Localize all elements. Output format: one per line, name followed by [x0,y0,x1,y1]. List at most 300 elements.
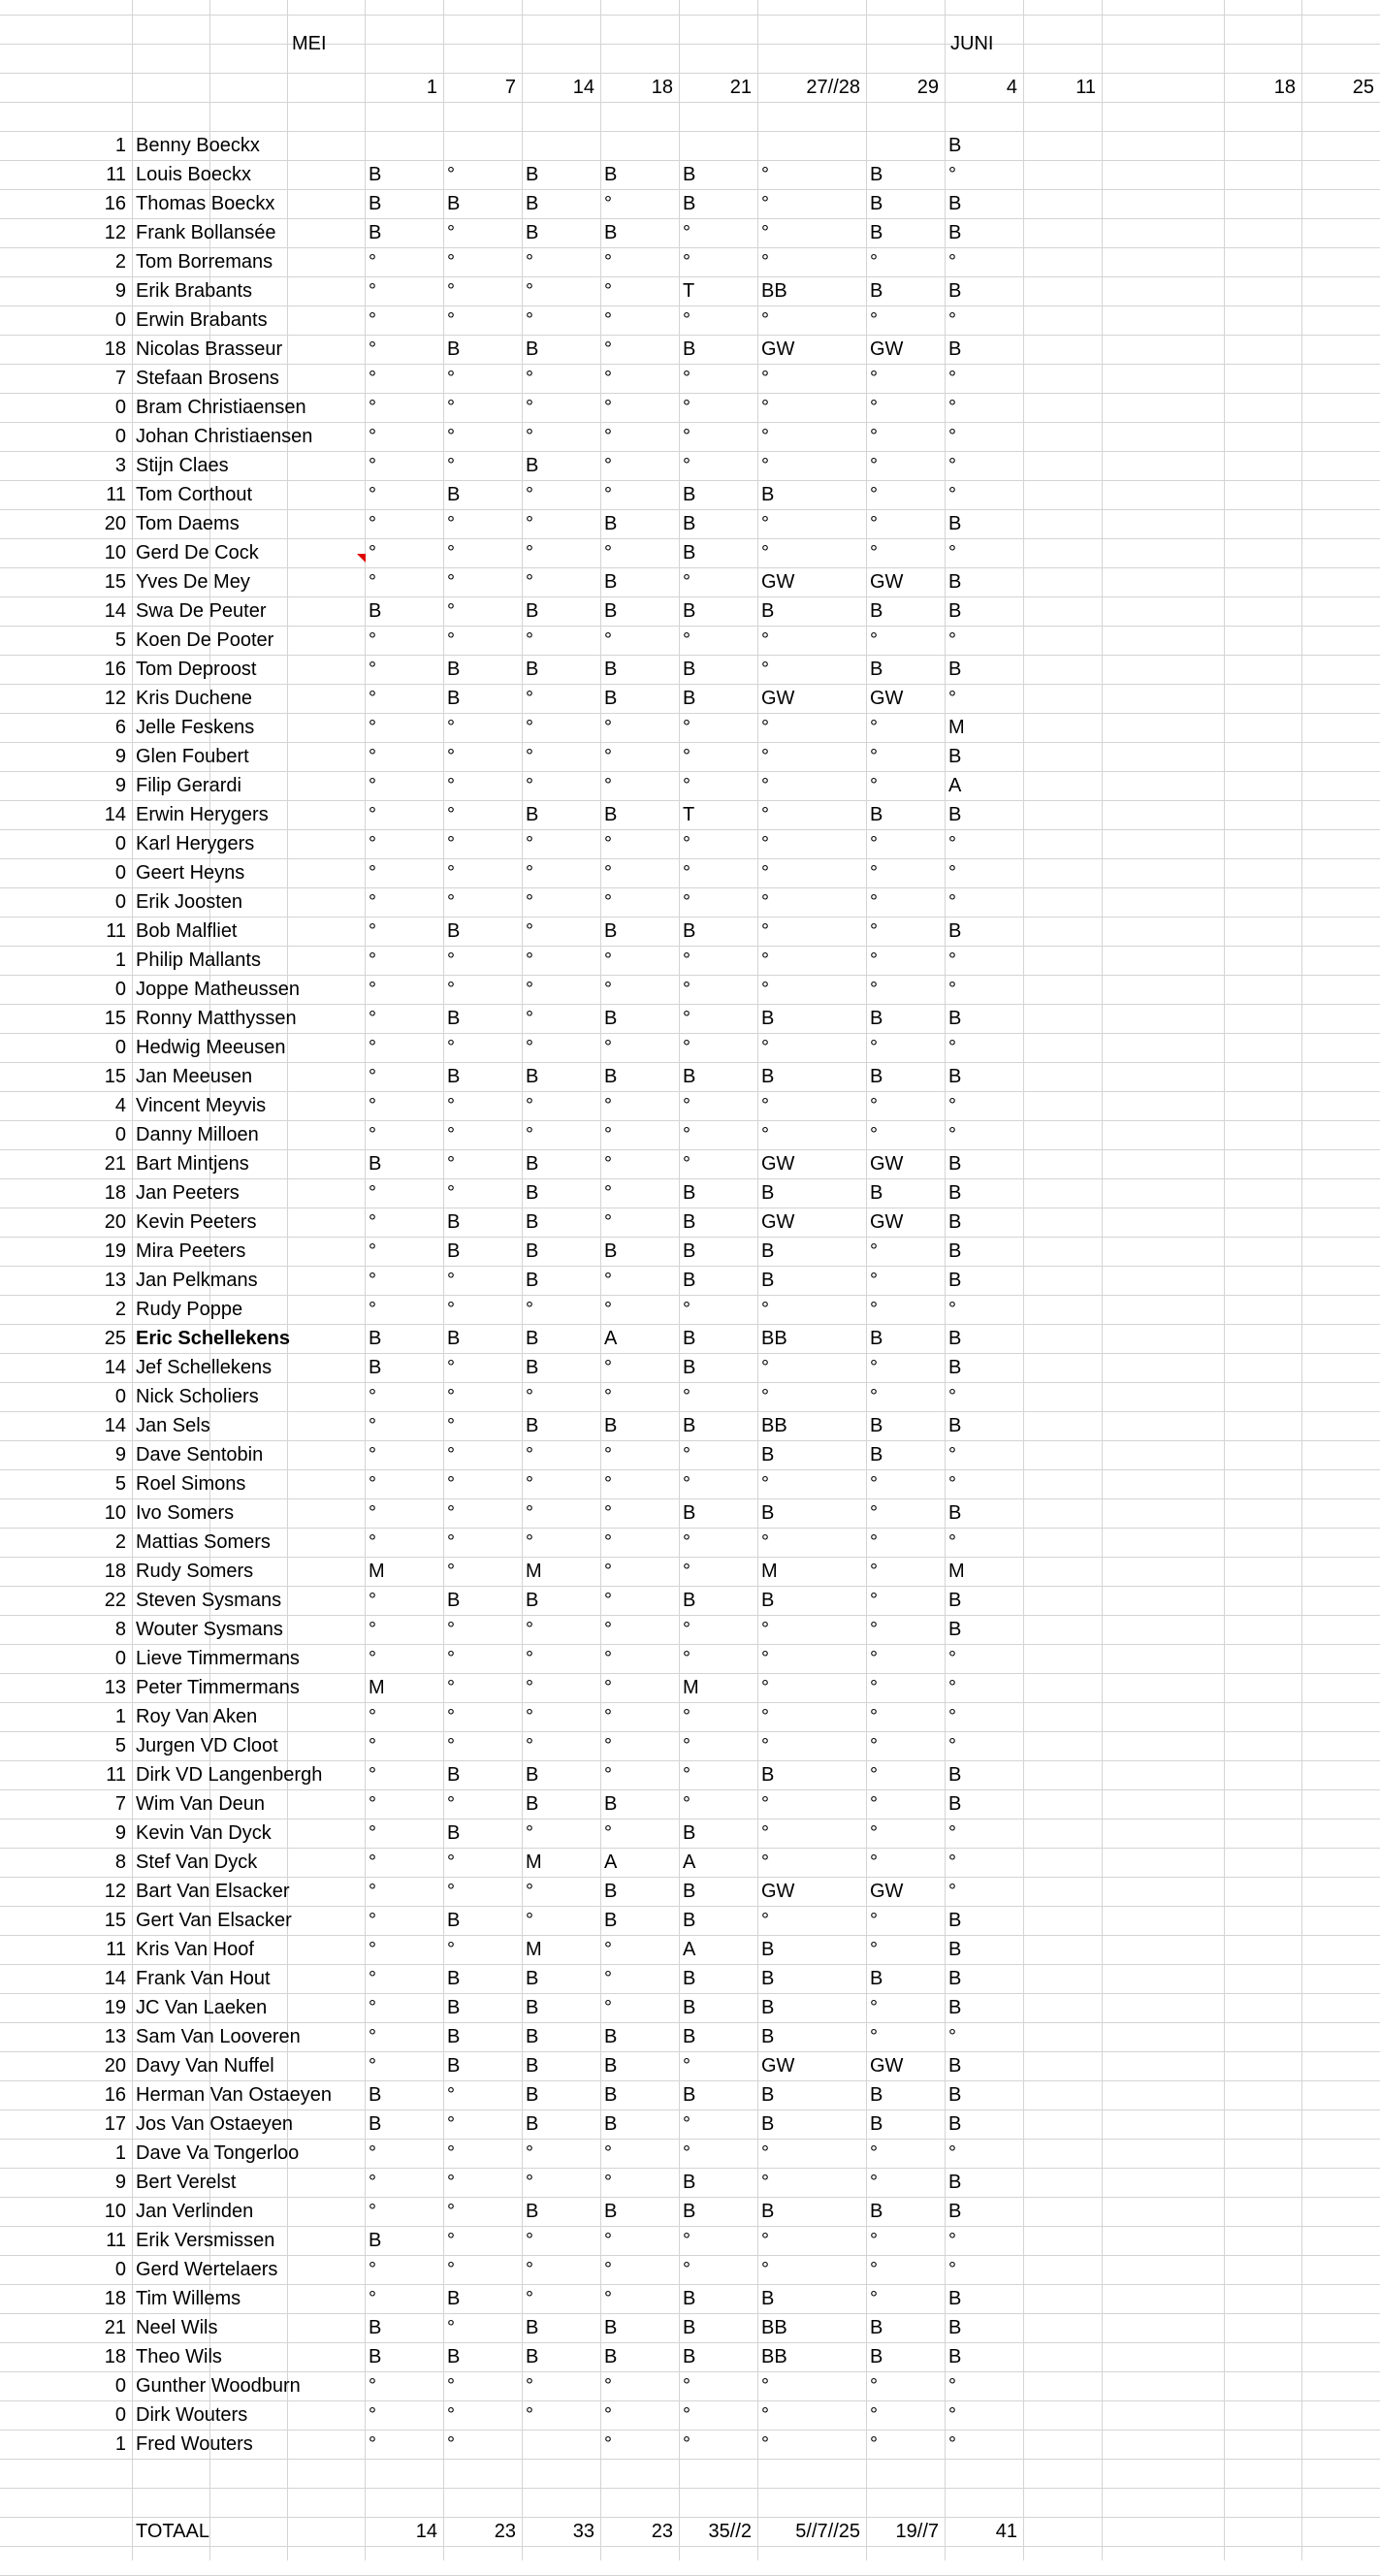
attendance-count-cell[interactable]: 12 [104,1881,126,1902]
attendance-count-cell[interactable]: 18 [104,2346,126,2367]
totals-label[interactable]: TOTAAL [136,2521,209,2542]
attendance-mark-cell[interactable]: ° [447,1299,455,1320]
attendance-mark-cell[interactable]: ° [447,717,455,738]
attendance-mark-cell[interactable]: ° [369,1037,376,1058]
attendance-mark-cell[interactable]: ° [870,862,878,884]
attendance-mark-cell[interactable]: ° [870,1677,878,1698]
attendance-mark-cell[interactable]: B [948,1357,962,1378]
player-name-cell[interactable]: Jan Pelkmans [136,1270,258,1291]
attendance-mark-cell[interactable]: ° [526,1677,533,1698]
attendance-mark-cell[interactable]: ° [683,2259,690,2280]
attendance-mark-cell[interactable]: ° [683,571,690,593]
attendance-mark-cell[interactable]: ° [761,1386,769,1407]
attendance-mark-cell[interactable]: M [369,1561,385,1582]
attendance-mark-cell[interactable]: ° [447,2113,455,2135]
attendance-mark-cell[interactable]: ° [683,1531,690,1553]
attendance-mark-cell[interactable]: B [526,1270,539,1291]
attendance-mark-cell[interactable]: ° [761,193,769,214]
attendance-mark-cell[interactable]: ° [761,891,769,913]
player-name-cell[interactable]: Mira Peeters [136,1240,246,1262]
attendance-mark-cell[interactable]: ° [948,1095,956,1116]
attendance-mark-cell[interactable]: B [447,2026,461,2047]
attendance-mark-cell[interactable]: ° [604,368,612,389]
attendance-mark-cell[interactable]: ° [604,1386,612,1407]
attendance-mark-cell[interactable]: B [604,659,618,680]
attendance-mark-cell[interactable]: B [870,1444,883,1465]
attendance-count-cell[interactable]: 9 [114,1822,126,1844]
player-name-cell[interactable]: Tim Willems [136,2288,241,2309]
attendance-mark-cell[interactable]: ° [604,484,612,505]
player-name-cell[interactable]: Kevin Van Dyck [136,1822,272,1844]
attendance-mark-cell[interactable]: GW [761,2055,795,2077]
attendance-mark-cell[interactable]: ° [761,2172,769,2193]
attendance-mark-cell[interactable]: ° [604,862,612,884]
attendance-mark-cell[interactable]: ° [948,164,956,185]
attendance-mark-cell[interactable]: ° [526,2404,533,2426]
attendance-mark-cell[interactable]: B [604,688,618,709]
attendance-count-cell[interactable]: 17 [104,2113,126,2135]
attendance-mark-cell[interactable]: ° [870,1531,878,1553]
attendance-mark-cell[interactable]: ° [604,979,612,1000]
attendance-mark-cell[interactable]: B [683,1328,696,1349]
attendance-mark-cell[interactable]: ° [526,891,533,913]
attendance-mark-cell[interactable]: ° [447,2404,455,2426]
attendance-mark-cell[interactable]: B [526,2084,539,2106]
attendance-mark-cell[interactable]: ° [447,309,455,331]
attendance-mark-cell[interactable]: ° [604,1357,612,1378]
attendance-mark-cell[interactable]: ° [683,222,690,243]
attendance-mark-cell[interactable]: ° [369,1764,376,1786]
player-name-cell[interactable]: Bart Mintjens [136,1153,249,1175]
attendance-mark-cell[interactable]: ° [369,629,376,651]
attendance-mark-cell[interactable]: B [870,2201,883,2222]
date-header-cell[interactable]: 29 [916,77,939,98]
attendance-mark-cell[interactable]: B [761,2201,775,2222]
attendance-mark-cell[interactable]: ° [683,2055,690,2077]
attendance-mark-cell[interactable]: ° [870,1764,878,1786]
attendance-mark-cell[interactable]: ° [447,2230,455,2251]
attendance-mark-cell[interactable]: M [369,1677,385,1698]
attendance-mark-cell[interactable]: ° [526,1299,533,1320]
attendance-mark-cell[interactable]: ° [369,1240,376,1262]
attendance-mark-cell[interactable]: B [948,804,962,825]
attendance-mark-cell[interactable]: ° [683,1561,690,1582]
attendance-mark-cell[interactable]: B [761,1008,775,1029]
attendance-mark-cell[interactable]: ° [948,397,956,418]
attendance-mark-cell[interactable]: ° [604,1095,612,1116]
attendance-count-cell[interactable]: 2 [114,1531,126,1553]
attendance-mark-cell[interactable]: B [683,600,696,622]
attendance-mark-cell[interactable]: B [526,600,539,622]
attendance-mark-cell[interactable]: ° [526,2172,533,2193]
attendance-count-cell[interactable]: 2 [114,251,126,273]
attendance-mark-cell[interactable]: ° [683,2142,690,2164]
attendance-mark-cell[interactable]: ° [604,338,612,360]
attendance-mark-cell[interactable]: B [761,1182,775,1204]
attendance-mark-cell[interactable]: ° [369,455,376,476]
attendance-count-cell[interactable]: 11 [106,2230,126,2251]
attendance-mark-cell[interactable]: B [447,1764,461,1786]
attendance-mark-cell[interactable]: ° [761,1299,769,1320]
attendance-mark-cell[interactable]: B [526,1357,539,1378]
attendance-mark-cell[interactable]: ° [526,950,533,971]
attendance-mark-cell[interactable]: ° [526,1502,533,1524]
attendance-count-cell[interactable]: 1 [114,1706,126,1727]
attendance-mark-cell[interactable]: ° [447,1037,455,1058]
attendance-mark-cell[interactable]: ° [604,2375,612,2397]
attendance-mark-cell[interactable]: ° [369,1590,376,1611]
attendance-mark-cell[interactable]: ° [761,833,769,854]
player-name-cell[interactable]: Fred Wouters [136,2433,253,2455]
player-name-cell[interactable]: Steven Sysmans [136,1590,282,1611]
player-name-cell[interactable]: Wouter Sysmans [136,1619,283,1640]
attendance-mark-cell[interactable]: ° [948,1881,956,1902]
attendance-mark-cell[interactable]: B [683,1502,696,1524]
attendance-mark-cell[interactable]: ° [870,1706,878,1727]
attendance-mark-cell[interactable]: ° [447,280,455,302]
attendance-mark-cell[interactable]: B [447,484,461,505]
attendance-mark-cell[interactable]: B [870,600,883,622]
attendance-mark-cell[interactable]: ° [870,1386,878,1407]
attendance-mark-cell[interactable]: B [683,1066,696,1087]
player-name-cell[interactable]: Ivo Somers [136,1502,235,1524]
attendance-mark-cell[interactable]: ° [369,1619,376,1640]
totals-value-cell[interactable]: 41 [995,2521,1017,2542]
attendance-mark-cell[interactable]: ° [447,775,455,796]
attendance-mark-cell[interactable]: ° [447,1473,455,1495]
attendance-mark-cell[interactable]: ° [683,1619,690,1640]
attendance-count-cell[interactable]: 0 [114,2404,126,2426]
attendance-mark-cell[interactable]: B [369,222,382,243]
attendance-mark-cell[interactable]: B [526,1240,539,1262]
attendance-mark-cell[interactable]: ° [447,746,455,767]
attendance-mark-cell[interactable]: GW [761,688,795,709]
attendance-mark-cell[interactable]: ° [369,775,376,796]
attendance-mark-cell[interactable]: GW [761,571,795,593]
attendance-mark-cell[interactable]: B [526,1590,539,1611]
attendance-mark-cell[interactable]: B [447,1008,461,1029]
attendance-count-cell[interactable]: 4 [114,1095,126,1116]
attendance-mark-cell[interactable]: ° [369,338,376,360]
totals-value-cell[interactable]: 33 [572,2521,594,2542]
attendance-mark-cell[interactable]: ° [369,484,376,505]
attendance-mark-cell[interactable]: ° [683,1444,690,1465]
attendance-mark-cell[interactable]: ° [870,1852,878,1873]
attendance-mark-cell[interactable]: ° [761,164,769,185]
attendance-mark-cell[interactable]: ° [761,455,769,476]
attendance-mark-cell[interactable]: ° [604,193,612,214]
attendance-mark-cell[interactable]: ° [526,1910,533,1931]
attendance-mark-cell[interactable]: B [604,1415,618,1436]
attendance-mark-cell[interactable]: B [761,2084,775,2106]
player-name-cell[interactable]: Herman Van Ostaeyen [136,2084,332,2106]
attendance-mark-cell[interactable]: ° [526,979,533,1000]
attendance-mark-cell[interactable]: ° [683,775,690,796]
attendance-mark-cell[interactable]: ° [369,1910,376,1931]
player-name-cell[interactable]: Nicolas Brasseur [136,338,283,360]
attendance-mark-cell[interactable]: GW [870,1153,904,1175]
player-name-cell[interactable]: Dave Va Tongerloo [136,2142,300,2164]
attendance-mark-cell[interactable]: ° [369,2172,376,2193]
attendance-count-cell[interactable]: 10 [104,2201,126,2222]
attendance-mark-cell[interactable]: ° [761,2142,769,2164]
attendance-mark-cell[interactable]: ° [369,1386,376,1407]
attendance-mark-cell[interactable]: ° [526,688,533,709]
attendance-mark-cell[interactable]: ° [948,1444,956,1465]
attendance-mark-cell[interactable]: ° [948,484,956,505]
attendance-mark-cell[interactable]: B [604,222,618,243]
attendance-mark-cell[interactable]: ° [369,1008,376,1029]
attendance-mark-cell[interactable]: ° [604,629,612,651]
attendance-mark-cell[interactable]: ° [870,1095,878,1116]
player-name-cell[interactable]: Dirk Wouters [136,2404,248,2426]
player-name-cell[interactable]: Koen De Pooter [136,629,274,651]
attendance-mark-cell[interactable]: ° [369,1852,376,1873]
attendance-mark-cell[interactable]: ° [369,542,376,564]
attendance-mark-cell[interactable]: ° [948,950,956,971]
attendance-mark-cell[interactable]: ° [870,891,878,913]
attendance-mark-cell[interactable]: ° [761,309,769,331]
attendance-count-cell[interactable]: 0 [114,979,126,1000]
attendance-mark-cell[interactable]: ° [948,2230,956,2251]
attendance-mark-cell[interactable]: ° [447,222,455,243]
attendance-count-cell[interactable]: 15 [104,1008,126,1029]
attendance-mark-cell[interactable]: ° [761,426,769,447]
attendance-mark-cell[interactable]: ° [526,397,533,418]
attendance-mark-cell[interactable]: ° [870,2433,878,2455]
attendance-mark-cell[interactable]: B [761,1240,775,1262]
attendance-mark-cell[interactable]: B [369,600,382,622]
attendance-mark-cell[interactable]: B [604,1910,618,1931]
attendance-mark-cell[interactable]: ° [761,1124,769,1145]
attendance-mark-cell[interactable] [600,131,679,160]
player-name-cell[interactable]: Tom Corthout [136,484,253,505]
attendance-mark-cell[interactable]: ° [604,2142,612,2164]
attendance-mark-cell[interactable]: ° [870,1561,878,1582]
attendance-mark-cell[interactable]: B [526,1997,539,2018]
attendance-mark-cell[interactable]: ° [761,920,769,942]
attendance-count-cell[interactable]: 18 [104,1561,126,1582]
date-header-cell[interactable]: 14 [572,77,594,98]
attendance-mark-cell[interactable]: ° [761,1037,769,1058]
attendance-mark-cell[interactable]: M [526,1561,542,1582]
attendance-mark-cell[interactable]: ° [447,1677,455,1698]
attendance-mark-cell[interactable]: B [369,2084,382,2106]
attendance-mark-cell[interactable]: ° [761,2404,769,2426]
attendance-count-cell[interactable]: 18 [104,1182,126,1204]
attendance-mark-cell[interactable]: B [683,542,696,564]
attendance-mark-cell[interactable]: B [604,2346,618,2367]
totals-value-cell[interactable]: 23 [651,2521,673,2542]
attendance-count-cell[interactable]: 20 [104,2055,126,2077]
attendance-mark-cell[interactable]: ° [604,2259,612,2280]
attendance-mark-cell[interactable]: ° [369,309,376,331]
attendance-mark-cell[interactable] [522,2430,600,2459]
attendance-count-cell[interactable]: 25 [104,1328,126,1349]
attendance-mark-cell[interactable]: ° [447,1502,455,1524]
totals-value-cell[interactable]: 35//2 [708,2521,752,2542]
attendance-mark-cell[interactable]: ° [761,1677,769,1698]
player-name-cell[interactable]: Dirk VD Langenbergh [136,1764,323,1786]
attendance-count-cell[interactable]: 5 [114,629,126,651]
attendance-mark-cell[interactable]: ° [369,571,376,593]
attendance-mark-cell[interactable]: ° [761,542,769,564]
attendance-mark-cell[interactable]: ° [604,2230,612,2251]
attendance-mark-cell[interactable]: ° [526,1008,533,1029]
attendance-mark-cell[interactable]: B [948,2317,962,2338]
attendance-mark-cell[interactable]: ° [870,920,878,942]
attendance-count-cell[interactable]: 8 [114,1619,126,1640]
attendance-mark-cell[interactable]: B [447,193,461,214]
attendance-count-cell[interactable]: 11 [106,1764,126,1786]
attendance-mark-cell[interactable]: BB [761,1328,787,1349]
attendance-mark-cell[interactable]: B [604,571,618,593]
attendance-mark-cell[interactable]: ° [870,1793,878,1815]
date-header-cell[interactable]: 21 [729,77,752,98]
attendance-mark-cell[interactable]: B [683,1822,696,1844]
attendance-mark-cell[interactable]: ° [604,542,612,564]
attendance-mark-cell[interactable]: ° [526,484,533,505]
attendance-mark-cell[interactable]: B [683,2288,696,2309]
attendance-mark-cell[interactable]: ° [369,862,376,884]
attendance-mark-cell[interactable]: ° [683,2113,690,2135]
attendance-count-cell[interactable]: 13 [104,1677,126,1698]
attendance-mark-cell[interactable]: ° [447,2375,455,2397]
attendance-mark-cell[interactable]: GW [870,1881,904,1902]
attendance-mark-cell[interactable]: ° [761,717,769,738]
attendance-mark-cell[interactable]: ° [369,804,376,825]
attendance-mark-cell[interactable]: ° [447,2172,455,2193]
attendance-mark-cell[interactable]: B [948,1008,962,1029]
attendance-mark-cell[interactable]: B [683,1910,696,1931]
attendance-mark-cell[interactable]: ° [948,1852,956,1873]
attendance-mark-cell[interactable]: ° [683,1386,690,1407]
attendance-count-cell[interactable]: 9 [114,746,126,767]
attendance-count-cell[interactable]: 1 [114,950,126,971]
attendance-mark-cell[interactable]: ° [447,950,455,971]
attendance-mark-cell[interactable]: B [526,1328,539,1349]
attendance-mark-cell[interactable]: B [526,1066,539,1087]
attendance-count-cell[interactable]: 1 [114,135,126,156]
attendance-mark-cell[interactable]: ° [870,397,878,418]
attendance-mark-cell[interactable]: B [526,2026,539,2047]
attendance-mark-cell[interactable]: ° [369,1648,376,1669]
attendance-mark-cell[interactable]: ° [870,1619,878,1640]
attendance-mark-cell[interactable]: B [761,2288,775,2309]
attendance-mark-cell[interactable]: B [761,484,775,505]
attendance-mark-cell[interactable]: GW [870,571,904,593]
attendance-mark-cell[interactable]: ° [683,746,690,767]
attendance-mark-cell[interactable]: ° [948,2404,956,2426]
attendance-mark-cell[interactable]: ° [526,746,533,767]
attendance-mark-cell[interactable] [757,131,866,160]
player-name-cell[interactable]: Frank Van Hout [136,1968,271,1989]
attendance-mark-cell[interactable]: B [447,338,461,360]
attendance-count-cell[interactable]: 5 [114,1473,126,1495]
attendance-mark-cell[interactable]: ° [447,455,455,476]
attendance-mark-cell[interactable]: ° [761,1473,769,1495]
attendance-mark-cell[interactable]: ° [526,1706,533,1727]
attendance-mark-cell[interactable]: B [683,1997,696,2018]
attendance-mark-cell[interactable]: T [683,804,695,825]
player-name-cell[interactable]: Frank Bollansée [136,222,276,243]
attendance-mark-cell[interactable]: B [604,1793,618,1815]
attendance-mark-cell[interactable]: B [526,2201,539,2222]
player-name-cell[interactable]: Jan Peeters [136,1182,240,1204]
attendance-mark-cell[interactable]: ° [604,1182,612,1204]
player-name-cell[interactable]: Stijn Claes [136,455,229,476]
attendance-mark-cell[interactable]: ° [761,950,769,971]
attendance-mark-cell[interactable]: ° [948,251,956,273]
attendance-mark-cell[interactable]: ° [683,1153,690,1175]
attendance-mark-cell[interactable]: ° [604,1037,612,1058]
attendance-mark-cell[interactable]: ° [369,1095,376,1116]
attendance-count-cell[interactable]: 6 [114,717,126,738]
attendance-count-cell[interactable]: 11 [106,484,126,505]
attendance-mark-cell[interactable]: ° [526,2288,533,2309]
attendance-mark-cell[interactable]: ° [369,1822,376,1844]
attendance-mark-cell[interactable]: ° [447,2433,455,2455]
attendance-mark-cell[interactable]: ° [761,513,769,534]
attendance-mark-cell[interactable]: B [604,2201,618,2222]
attendance-mark-cell[interactable]: B [761,2113,775,2135]
attendance-mark-cell[interactable]: ° [870,2026,878,2047]
attendance-mark-cell[interactable]: ° [604,1531,612,1553]
attendance-mark-cell[interactable]: A [604,1328,618,1349]
attendance-mark-cell[interactable]: B [526,804,539,825]
attendance-mark-cell[interactable]: B [683,920,696,942]
attendance-mark-cell[interactable]: ° [948,1299,956,1320]
attendance-mark-cell[interactable]: ° [447,251,455,273]
attendance-count-cell[interactable]: 21 [104,1153,126,1175]
attendance-mark-cell[interactable]: B [870,804,883,825]
attendance-mark-cell[interactable]: B [447,1211,461,1233]
attendance-mark-cell[interactable]: ° [526,629,533,651]
attendance-mark-cell[interactable]: ° [948,368,956,389]
attendance-mark-cell[interactable]: ° [526,571,533,593]
attendance-mark-cell[interactable]: ° [683,426,690,447]
attendance-mark-cell[interactable]: B [683,1211,696,1233]
attendance-count-cell[interactable]: 16 [104,193,126,214]
attendance-count-cell[interactable]: 16 [104,2084,126,2106]
attendance-mark-cell[interactable]: ° [870,542,878,564]
attendance-mark-cell[interactable]: B [526,193,539,214]
attendance-mark-cell[interactable]: B [870,1182,883,1204]
attendance-count-cell[interactable]: 11 [106,164,126,185]
attendance-mark-cell[interactable]: B [948,2346,962,2367]
attendance-mark-cell[interactable]: ° [870,1502,878,1524]
player-name-cell[interactable]: Kevin Peeters [136,1211,257,1233]
attendance-mark-cell[interactable]: ° [447,1619,455,1640]
attendance-mark-cell[interactable]: B [683,2172,696,2193]
attendance-mark-cell[interactable]: ° [870,1590,878,1611]
attendance-mark-cell[interactable]: ° [948,309,956,331]
attendance-mark-cell[interactable]: B [526,2346,539,2367]
attendance-mark-cell[interactable]: ° [604,1124,612,1145]
date-header-cell[interactable]: 27//28 [806,77,860,98]
attendance-mark-cell[interactable]: B [761,1968,775,1989]
attendance-mark-cell[interactable]: ° [604,950,612,971]
attendance-mark-cell[interactable]: B [683,484,696,505]
attendance-mark-cell[interactable]: ° [870,1939,878,1960]
attendance-mark-cell[interactable]: ° [761,1735,769,1756]
attendance-mark-cell[interactable]: B [604,2026,618,2047]
attendance-mark-cell[interactable]: ° [870,1735,878,1756]
attendance-mark-cell[interactable]: B [683,513,696,534]
attendance-count-cell[interactable]: 0 [114,1037,126,1058]
attendance-mark-cell[interactable]: ° [526,920,533,942]
attendance-mark-cell[interactable]: B [604,804,618,825]
